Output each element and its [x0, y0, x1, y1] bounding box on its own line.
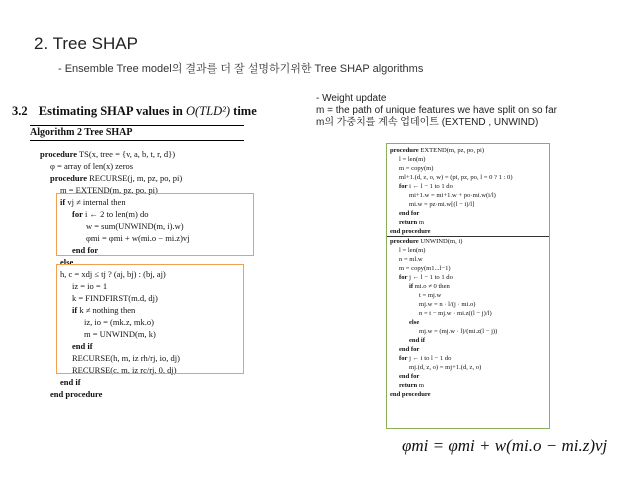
algorithm-line: iz, io = (mk.z, mk.o) [84, 317, 154, 327]
notes-line: m = the path of unique features we have split on so far [316, 105, 557, 116]
section-number: 3.2 [12, 104, 28, 118]
algorithm-line: procedure RECURSE(j, m, pz, po, pi) [50, 173, 183, 183]
unwind-line: for j ← i to l − 1 do [399, 355, 452, 362]
algorithm-line: procedure TS(x, tree = {v, a, b, t, r, d}) [40, 149, 176, 159]
algorithm-line: RECURSE(h, m, iz rh/rj, io, dj) [72, 353, 180, 363]
unwind-line: end if [409, 337, 425, 344]
algorithm-line: for i ← 2 to len(m) do [72, 209, 149, 219]
extend-line: m = copy(m) [399, 165, 434, 172]
extend-line: for i ← l − 1 to 1 do [399, 183, 453, 190]
algorithm-line: m = UNWIND(m, k) [84, 329, 156, 339]
extend-line: procedure EXTEND(m, pz, po, pi) [390, 147, 485, 154]
unwind-line: t = mj.w [419, 292, 442, 299]
paper-section-heading [12, 104, 257, 119]
unwind-line: mj.(d, z, o) = mj+1.(d, z, o) [409, 364, 482, 371]
unwind-line: n = t − mj.w · mi.z((l − j)/l) [419, 310, 492, 317]
unwind-line: n = ml.w [399, 256, 423, 263]
extend-line: mi.w = pz·mi.w[(l − i)/l] [409, 201, 475, 208]
section-title-math: O(TLD²) [186, 104, 231, 118]
extend-line: end procedure [390, 228, 431, 235]
slide-subtitle: - Ensemble Tree model의 결과를 더 잘 설명하기위한 Tree SHAP algorithms [58, 63, 424, 75]
unwind-line: for j ← l − 1 to 1 do [399, 274, 453, 281]
algorithm-top-rule [30, 125, 244, 126]
unwind-line: end procedure [390, 391, 431, 398]
algorithm-title: Algorithm 2 Tree SHAP [30, 127, 133, 138]
highlight-box-leaf [56, 193, 254, 256]
section-title-prefix: Estimating SHAP values in [38, 104, 183, 118]
section-title-suffix: time [233, 104, 257, 118]
unwind-line: l = len(m) [399, 247, 426, 254]
notes-line: m의 가중치를 계속 업데이트 (EXTEND , UNWIND) [316, 117, 539, 128]
slide-title: 2. Tree SHAP [34, 34, 138, 53]
algorithm-line: if k ≠ nothing then [72, 305, 136, 315]
algorithm-line: φ = array of len(x) zeros [50, 161, 134, 171]
algorithm-line: end if [72, 341, 93, 351]
unwind-line: if mi.o ≠ 0 then [409, 283, 450, 290]
extend-line: end for [399, 210, 420, 217]
algorithm-line: end procedure [50, 389, 103, 399]
algorithm-line: else [60, 257, 74, 267]
extend-line: ml+1.(d, z, o, w) = (pi, pz, po, l = 0 ? 1 : 0) [399, 174, 513, 181]
algorithm-line: w = sum(UNWIND(m, i).w) [86, 221, 184, 231]
algorithm-line: RECURSE(c, m, iz rc/rj, 0, dj) [72, 365, 177, 375]
unwind-line: mj.w = (mj.w · l)/(mi.z(l − j)) [419, 328, 498, 335]
shap-update-formula: φmi = φmi + w(mi.o − mi.z)vj [402, 436, 608, 455]
algorithm-line: end for [72, 245, 99, 255]
extend-line: return m [399, 219, 424, 226]
extend-line: mi+1.w = mi+1.w + po·mi.w(i/l) [409, 192, 496, 199]
unwind-line: procedure UNWIND(m, i) [390, 238, 463, 245]
algorithm-line: end if [60, 377, 81, 387]
unwind-line: m = copy(m1...l−1) [399, 265, 451, 272]
unwind-line: return m [399, 382, 424, 389]
algorithm-line: if vj ≠ internal then [60, 197, 126, 207]
algorithm-header-rule [30, 140, 244, 141]
algorithm-line: h, c = xdj ≤ tj ? (aj, bj) : (bj, aj) [60, 269, 166, 279]
unwind-line: mj.w = n · l/(j · mi.o) [419, 301, 476, 308]
unwind-line: else [409, 319, 420, 326]
algorithm-line: φmi = φmi + w(mi.o − mi.z)vj [86, 233, 190, 243]
unwind-line: end for [399, 346, 420, 353]
highlight-box-recurse [56, 264, 244, 374]
weight-update-notes [316, 93, 557, 129]
extend-unwind-box [386, 143, 550, 429]
algorithm-line: iz = io = 1 [72, 281, 108, 291]
algorithm-line: k = FINDFIRST(m.d, dj) [72, 293, 158, 303]
extend-line: l = len(m) [399, 156, 426, 163]
notes-heading: - Weight update [316, 93, 387, 104]
algorithm-line: m = EXTEND(m, pz, po, pi) [60, 185, 158, 195]
unwind-line: end for [399, 373, 420, 380]
